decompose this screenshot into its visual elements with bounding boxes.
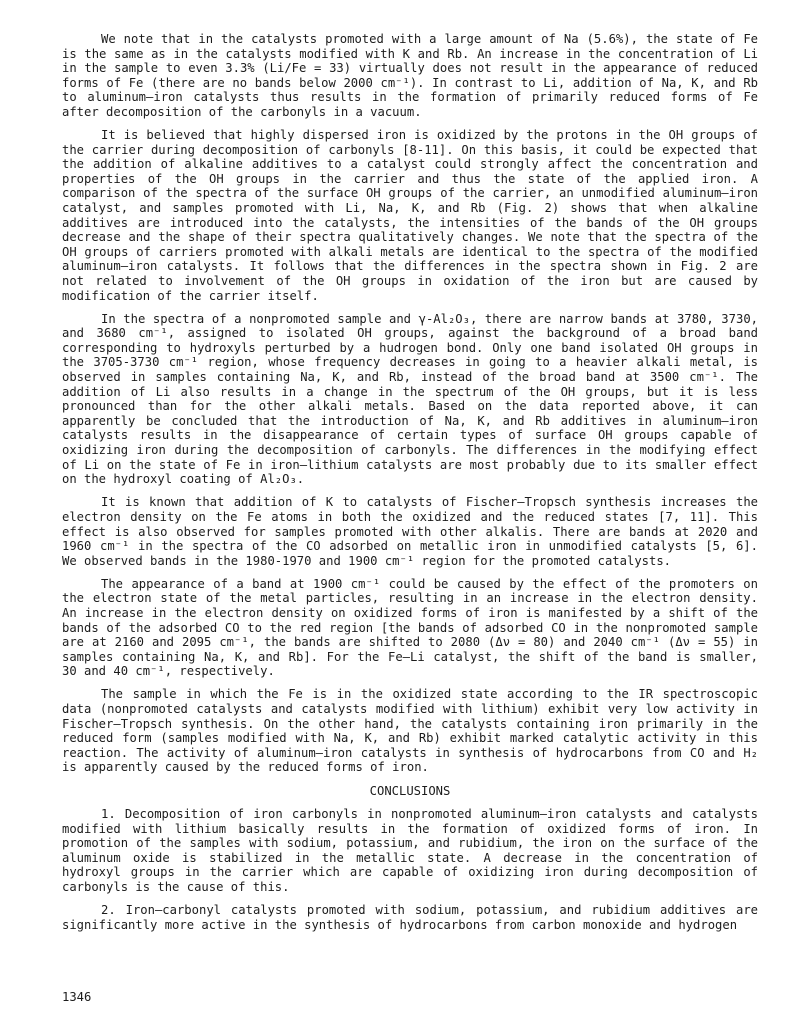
document-page	[62, 32, 758, 941]
page-number: 1346	[62, 990, 92, 1004]
conclusions-heading: CONCLUSIONS	[369, 783, 451, 798]
paragraph-6: The sample in which the Fe is in the oxidized state according to the IR spectroscopic data (nonpromoted catalysts and catalysts modified with lithium) exhibit very low activity in Fischer–Tropsch synthesis. On the other hand, the catalysts containing iron primarily in the reduced form (samples modified with Na, K, and Rb) exhibit marked catalytic activity in this reaction. The activity of aluminum–iron catalysts in synthesis of hydrocarbons from CO and H₂ is apparently caused by the reduced forms of iron.	[62, 687, 758, 775]
conclusion-1: 1. Decomposition of iron carbonyls in nonpromoted aluminum–iron catalysts and catalysts modified with lithium basically results in the formation of oxidized forms of iron. In promotion of the samples with sodium, potassium, and rubidium, the iron on the surface of the aluminum oxide is stabilized in the metallic state. A decrease in the concentration of hydroxyl groups in the carrier which are capable of oxidizing iron during decomposition of carbonyls is the cause of this.	[62, 807, 758, 895]
conclusion-2: 2. Iron–carbonyl catalysts promoted with sodium, potassium, and rubidium additives are significantly more active in the synthesis of hydrocarbons from carbon monoxide and hydrogen	[62, 903, 758, 932]
paragraph-5: The appearance of a band at 1900 cm⁻¹ could be caused by the effect of the promoters on the electron state of the metal particles, resulting in an increase in the electron density. An increase in the electron density on oxidized forms of iron is manifested by a shift of the bands of the adsorbed CO to the red region [the bands of adsorbed CO in the nonpromoted sample are at 2160 and 2095 cm⁻¹, the bands are shifted to 2080 (Δν = 80) and 2040 cm⁻¹ (Δν = 55) in samples containing Na, K, and Rb]. For the Fe–Li catalyst, the shift of the band is smaller, 30 and 40 cm⁻¹, respectively.	[62, 576, 758, 679]
paragraph-4: It is known that addition of K to catalysts of Fischer–Tropsch synthesis increases the electron density on the Fe atoms in both the oxidized and the reduced states [7, 11]. This effect is also observed for samples promoted with other alkalis. There are bands at 2020 and 1960 cm⁻¹ in the spectra of the CO adsorbed on metallic iron in unmodified catalysts [5, 6]. We observed bands in the 1980-1970 and 1900 cm⁻¹ region for the promoted catalysts.	[62, 495, 758, 568]
paragraph-1: We note that in the catalysts promoted with a large amount of Na (5.6%), the state of Fe is the same as in the catalysts modified with K and Rb. An increase in the concentration of Li in the sample to even 3.3% (Li/Fe = 33) virtually does not result in the appearance of reduced forms of Fe (there are no bands below 2000 cm⁻¹). In contrast to Li, addition of Na, K, and Rb to aluminum–iron catalysts thus results in the formation of primarily reduced forms of Fe after decomposition of the carbonyls in a vacuum.	[62, 32, 758, 119]
paragraph-3: In the spectra of a nonpromoted sample and γ-Al₂O₃, there are narrow bands at 3780, 3730, and 3680 cm⁻¹, assigned to isolated OH groups, against the background of a broad band corresponding to hydroxyls perturbed by a hudrogen bond. Only one band isolated OH groups in the 3705-3730 cm⁻¹ region, whose frequency decreases in going to a heavier alkali metal, is observed in samples containing Na, K, and Rb, instead of the broad band at 3500 cm⁻¹. The addition of Li also results in a change in the spectrum of the OH groups, but it is less pronounced than for the other alkali metals. Based on the data reported above, it can apparently be concluded that the introduction of Na, K, and Rb additives in aluminum–iron catalysts results in the disappearance of certain types of surface OH groups capable of oxidizing iron during the decomposition of carbonyls. The differences in the modifying effect of Li on the state of Fe in iron–lithium catalysts are most probably due to its smaller effect on the hydroxyl coating of Al₂O₃.	[62, 311, 758, 487]
paragraph-2: It is believed that highly dispersed iron is oxidized by the protons in the OH groups of the carrier during decomposition of carbonyls [8-11]. On this basis, it could be expected that the addition of alkaline additives to a catalyst could strongly affect the concentration and properties of the OH groups in the carrier and thus the state of the applied iron. A comparison of the spectra of the surface OH groups of the carrier, an unmodified aluminum–iron catalyst, and samples promoted with Li, Na, K, and Rb (Fig. 2) shows that when alkaline additives are introduced into the catalysts, the intensities of the bands of the OH groups decrease and the shape of their spectra qualitatively changes. We note that the spectra of the OH groups of carriers promoted with alkali metals are identical to the spectra of the modified aluminum–iron catalysts. It follows that the differences in the spectra shown in Fig. 2 are not related to involvement of the OH groups in oxidation of the iron but are caused by modification of the carrier itself.	[62, 128, 758, 303]
